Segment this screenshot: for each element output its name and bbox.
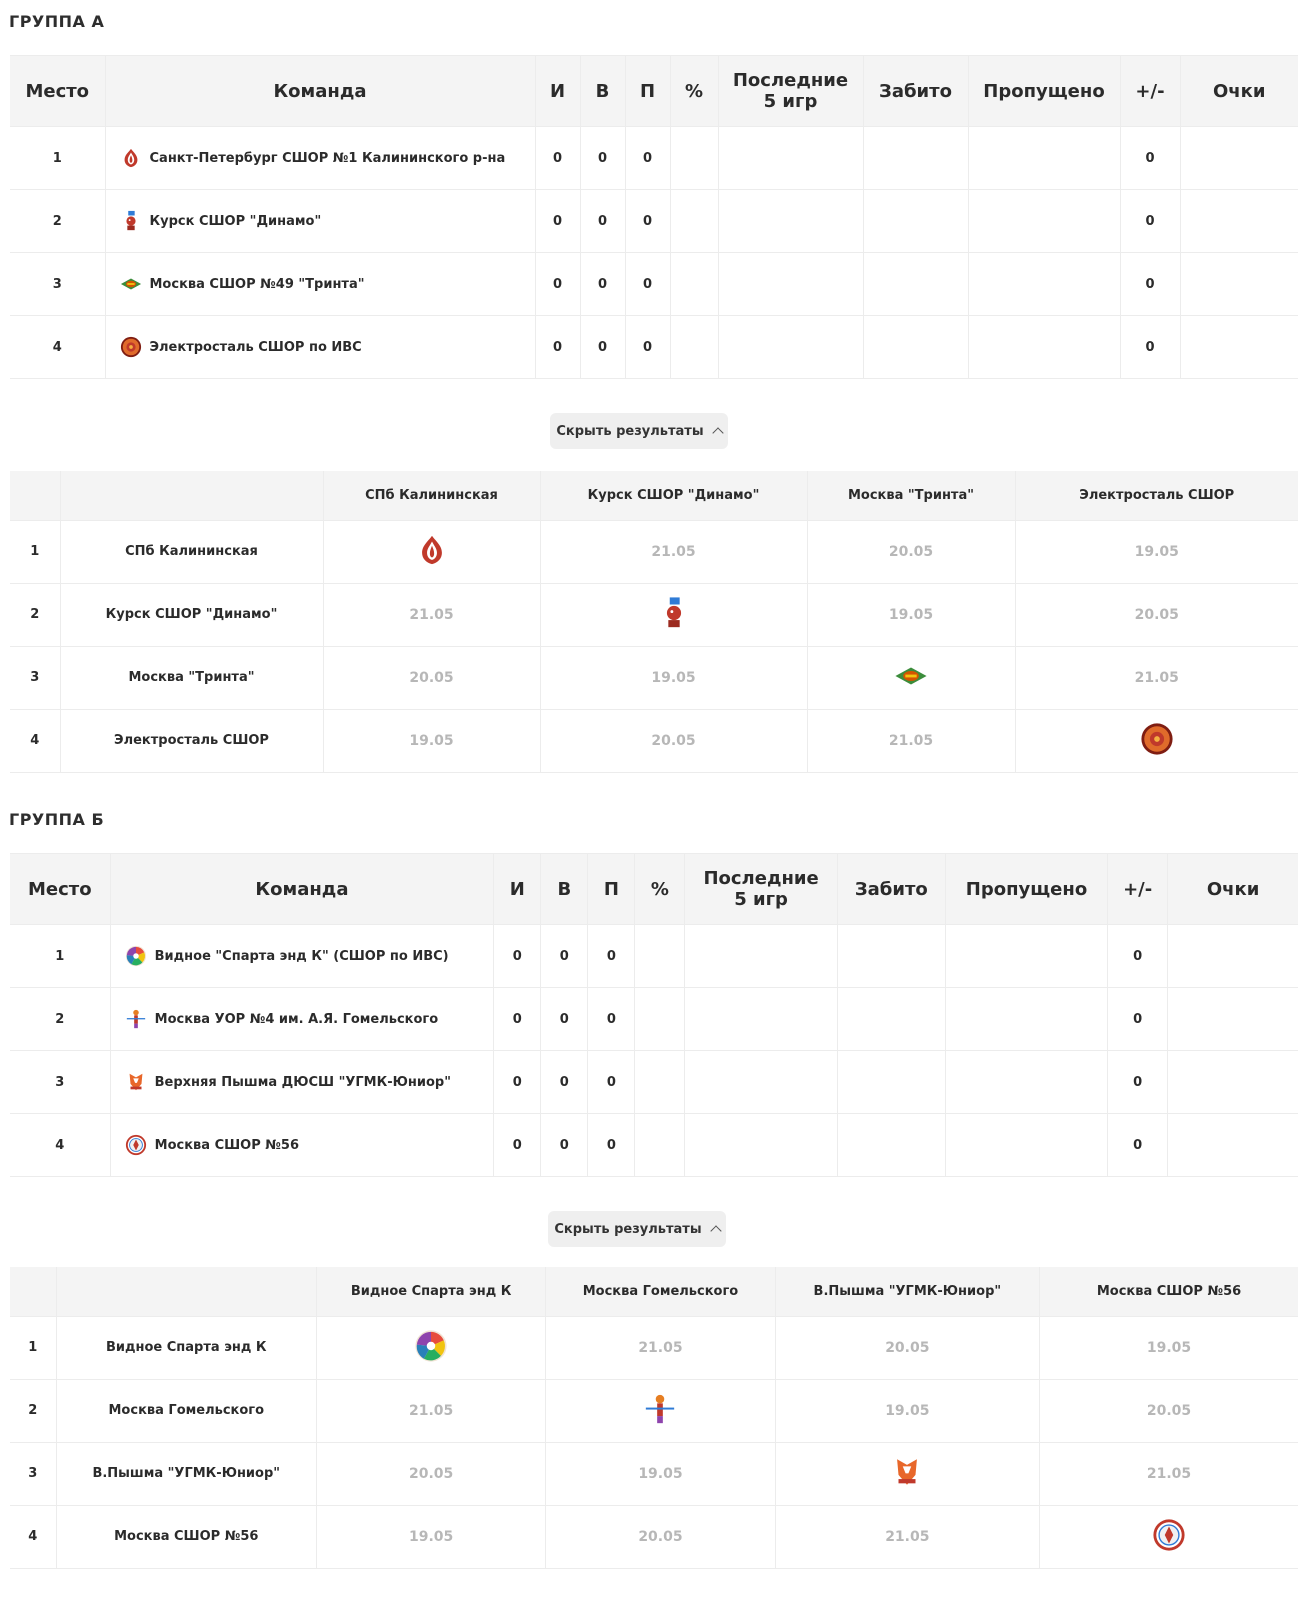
group-title: ГРУППА Б (9, 810, 105, 829)
results-row (10, 1442, 1298, 1505)
standings-table (10, 853, 1298, 1177)
results-date-cell[interactable]: 19.05 (323, 709, 540, 772)
row-losses: 0 (625, 316, 670, 379)
results-row (10, 583, 1298, 646)
ugmk-logo-icon (125, 1071, 147, 1093)
kursk-logo-icon (120, 210, 142, 232)
results-row-number: 1 (10, 520, 60, 583)
row-games: 0 (494, 988, 541, 1051)
results-block (10, 1267, 1298, 1569)
row-points (1180, 190, 1298, 253)
results-row-number: 1 (10, 1316, 56, 1379)
row-points (1168, 988, 1298, 1051)
header-percent[interactable]: % (635, 854, 685, 925)
results-diagonal-logo-cell (775, 1442, 1039, 1505)
row-games: 0 (535, 127, 580, 190)
results-date-cell[interactable]: 21.05 (1134, 669, 1179, 686)
header-team[interactable]: Команда (105, 56, 535, 127)
results-column-header[interactable]: Курск СШОР "Динамо" (540, 471, 807, 520)
results-row (10, 1379, 1298, 1442)
team-name-link[interactable]: Видное "Спарта энд К" (СШОР по ИВС) (154, 948, 449, 964)
row-percent (670, 190, 718, 253)
row-percent (635, 1114, 685, 1177)
results-date-cell[interactable]: 20.05 (1134, 606, 1179, 623)
row-losses: 0 (588, 1051, 635, 1114)
row-diff: 0 (1120, 127, 1180, 190)
results-row-team[interactable]: СПб Калининская (60, 520, 323, 583)
team-name-link[interactable]: Москва УОР №4 им. А.Я. Гомельского (154, 1011, 439, 1027)
row-team[interactable] (105, 316, 535, 379)
row-points (1168, 1114, 1298, 1177)
trinta-logo-icon (894, 659, 928, 693)
row-games: 0 (494, 1114, 541, 1177)
hide-results-label: Скрыть результаты (556, 423, 704, 439)
row-last5 (685, 988, 837, 1051)
results-row-team[interactable]: Электросталь СШОР (60, 709, 323, 772)
team-name-link[interactable]: Санкт-Петербург СШОР №1 Калининского р-на (149, 150, 506, 166)
row-team[interactable] (105, 127, 535, 190)
standings-row[interactable] (10, 1051, 1298, 1114)
row-place: 2 (10, 988, 110, 1051)
results-team-header (56, 1267, 316, 1316)
team-name-link[interactable]: Курск СШОР "Динамо" (149, 213, 322, 229)
results-column-header[interactable]: Москва Гомельского (546, 1267, 775, 1316)
row-percent (635, 925, 685, 988)
row-last5 (718, 316, 863, 379)
row-losses: 0 (588, 988, 635, 1051)
results-date-cell[interactable]: 19.05 (546, 1442, 775, 1505)
header-conceded[interactable]: Пропущено (968, 56, 1120, 127)
results-date-cell[interactable]: 20.05 (323, 646, 540, 709)
row-place: 3 (10, 253, 105, 316)
results-date-cell[interactable]: 20.05 (775, 1316, 1039, 1379)
row-percent (670, 127, 718, 190)
header-diff[interactable]: +/- (1120, 56, 1180, 127)
row-diff: 0 (1108, 925, 1168, 988)
spb-logo-icon (120, 147, 142, 169)
results-row-number: 2 (10, 1379, 56, 1442)
row-diff: 0 (1120, 316, 1180, 379)
team-name-link[interactable]: Электросталь СШОР по ИВС (149, 339, 362, 355)
results-column-header[interactable]: Электросталь СШОР (1079, 487, 1235, 503)
header-last5-line1: Последние (703, 868, 819, 889)
results-header-row (10, 471, 1298, 520)
team-name-link[interactable]: Москва СШОР №56 (154, 1137, 299, 1153)
row-losses: 0 (625, 253, 670, 316)
results-date-cell[interactable]: 21.05 (540, 520, 807, 583)
header-percent[interactable]: % (670, 56, 718, 127)
row-losses: 0 (588, 925, 635, 988)
row-wins: 0 (541, 1114, 588, 1177)
results-date-cell[interactable]: 19.05 (540, 646, 807, 709)
row-team[interactable] (110, 925, 494, 988)
row-diff: 0 (1120, 253, 1180, 316)
row-percent (635, 1051, 685, 1114)
group-title: ГРУППА А (9, 12, 105, 31)
toggle-area (10, 1177, 1298, 1278)
results-row (10, 709, 1298, 772)
team-cell[interactable] (120, 336, 535, 358)
header-last5-line2: 5 игр (763, 91, 818, 112)
sshor56-logo-icon (1152, 1518, 1186, 1552)
row-diff: 0 (1108, 1114, 1168, 1177)
standings-table (10, 55, 1298, 379)
results-row-team[interactable]: Москва Гомельского (56, 1379, 316, 1442)
team-name-link[interactable]: Москва СШОР №49 "Тринта" (149, 276, 365, 292)
results-row-team[interactable]: Видное Спарта энд К (56, 1316, 316, 1379)
header-place[interactable]: Место (10, 854, 110, 925)
results-diagonal-logo-cell (316, 1316, 545, 1379)
standings-row[interactable] (10, 127, 1298, 190)
row-place: 1 (10, 925, 110, 988)
header-points[interactable]: Очки (1213, 80, 1266, 102)
elektrostal-logo-icon (1140, 722, 1174, 756)
header-wins[interactable]: В (541, 854, 588, 925)
row-last5 (685, 1114, 837, 1177)
team-cell[interactable] (125, 1134, 494, 1156)
row-points (1168, 925, 1298, 988)
results-row-number: 3 (10, 1442, 56, 1505)
row-last5 (718, 253, 863, 316)
results-row-team[interactable]: Курск СШОР "Динамо" (60, 583, 323, 646)
results-diagonal-logo-cell (807, 646, 1015, 709)
team-name-link[interactable]: Верхняя Пышма ДЮСШ "УГМК-Юниор" (154, 1074, 451, 1090)
results-date-cell[interactable]: 20.05 (1146, 1402, 1192, 1419)
header-diff[interactable]: +/- (1108, 854, 1168, 925)
results-date-cell[interactable]: 20.05 (546, 1505, 775, 1568)
results-column-header[interactable]: Москва "Тринта" (807, 471, 1015, 520)
vidnoe-logo-icon (125, 945, 147, 967)
row-losses: 0 (588, 1114, 635, 1177)
hide-results-button[interactable] (548, 1211, 726, 1247)
results-date-cell[interactable]: 21.05 (807, 709, 1015, 772)
row-conceded (968, 316, 1120, 379)
team-cell[interactable] (120, 147, 535, 169)
results-row-number: 2 (10, 583, 60, 646)
results-date-cell[interactable]: 20.05 (540, 709, 807, 772)
hide-results-button[interactable] (550, 413, 728, 449)
row-percent (635, 988, 685, 1051)
results-date-cell[interactable]: 19.05 (807, 583, 1015, 646)
team-cell[interactable] (120, 210, 535, 232)
row-percent (670, 253, 718, 316)
row-conceded (945, 1114, 1107, 1177)
results-block (10, 471, 1298, 773)
row-games: 0 (535, 190, 580, 253)
team-cell[interactable] (125, 1071, 494, 1093)
header-losses[interactable]: П (588, 854, 635, 925)
gomelsky-logo-icon (643, 1392, 677, 1426)
team-cell[interactable] (125, 945, 494, 967)
results-row-team[interactable]: В.Пышма "УГМК-Юниор" (56, 1442, 316, 1505)
results-date-cell[interactable]: 19.05 (775, 1379, 1039, 1442)
row-wins: 0 (580, 316, 625, 379)
header-last5-line2: 5 игр (734, 889, 788, 910)
row-points (1180, 127, 1298, 190)
results-diagonal-logo-cell (540, 583, 807, 646)
results-row-number: 4 (10, 709, 60, 772)
results-date-cell[interactable]: 21.05 (316, 1379, 545, 1442)
chevron-up-icon (712, 427, 723, 438)
row-wins: 0 (541, 925, 588, 988)
results-team-header (60, 471, 323, 520)
row-team[interactable] (105, 190, 535, 253)
chevron-up-icon (710, 1225, 721, 1236)
row-wins: 0 (541, 988, 588, 1051)
header-scored[interactable]: Забито (837, 854, 945, 925)
standings-row[interactable] (10, 1114, 1298, 1177)
vidnoe-logo-icon (414, 1329, 448, 1363)
row-scored (863, 127, 968, 190)
row-scored (837, 988, 945, 1051)
standings-row[interactable] (10, 988, 1298, 1051)
row-points (1180, 316, 1298, 379)
header-scored[interactable]: Забито (863, 56, 968, 127)
results-table (10, 471, 1298, 773)
row-place: 2 (10, 190, 105, 253)
row-diff: 0 (1108, 988, 1168, 1051)
results-row (10, 1316, 1298, 1379)
results-date-cell[interactable]: 19.05 (1134, 543, 1179, 560)
results-column-header[interactable]: В.Пышма "УГМК-Юниор" (775, 1267, 1039, 1316)
row-games: 0 (535, 316, 580, 379)
row-last5 (718, 190, 863, 253)
row-games: 0 (494, 1051, 541, 1114)
standings-header-row (10, 56, 1298, 127)
results-row-number: 3 (10, 646, 60, 709)
row-scored (837, 1051, 945, 1114)
results-row (10, 646, 1298, 709)
header-losses[interactable]: П (625, 56, 670, 127)
elektrostal-logo-icon (120, 336, 142, 358)
header-conceded[interactable]: Пропущено (945, 854, 1107, 925)
row-games: 0 (535, 253, 580, 316)
trinta-logo-icon (120, 273, 142, 295)
header-last5[interactable] (685, 854, 837, 925)
row-scored (863, 190, 968, 253)
spb-logo-icon (415, 533, 449, 567)
header-last5[interactable] (718, 56, 863, 127)
row-wins: 0 (541, 1051, 588, 1114)
row-team[interactable] (110, 1114, 494, 1177)
results-diagonal-logo-cell (1015, 709, 1298, 772)
header-games[interactable]: И (494, 854, 541, 925)
results-row (10, 1505, 1298, 1568)
header-games[interactable]: И (535, 56, 580, 127)
row-scored (837, 925, 945, 988)
row-last5 (685, 1051, 837, 1114)
standings-row[interactable] (10, 316, 1298, 379)
results-row-team[interactable]: Москва СШОР №56 (56, 1505, 316, 1568)
row-conceded (968, 190, 1120, 253)
results-diagonal-logo-cell (546, 1379, 775, 1442)
standings-block (10, 853, 1298, 1278)
row-scored (837, 1114, 945, 1177)
row-last5 (685, 925, 837, 988)
ugmk-logo-icon (890, 1455, 924, 1489)
row-losses: 0 (625, 190, 670, 253)
results-date-cell[interactable]: 20.05 (807, 520, 1015, 583)
results-column-header[interactable]: Москва СШОР №56 (1096, 1283, 1242, 1299)
row-team[interactable] (110, 988, 494, 1051)
row-place: 4 (10, 316, 105, 379)
results-date-cell[interactable]: 21.05 (546, 1316, 775, 1379)
header-place[interactable]: Место (10, 56, 105, 127)
row-wins: 0 (580, 127, 625, 190)
kursk-logo-icon (657, 596, 691, 630)
results-date-cell[interactable]: 21.05 (323, 583, 540, 646)
row-wins: 0 (580, 253, 625, 316)
standings-row[interactable] (10, 925, 1298, 988)
row-conceded (945, 925, 1107, 988)
row-diff: 0 (1108, 1051, 1168, 1114)
row-conceded (945, 988, 1107, 1051)
header-last5-line1: Последние (732, 70, 849, 91)
row-diff: 0 (1120, 190, 1180, 253)
toggle-area (10, 379, 1298, 480)
hide-results-label: Скрыть результаты (554, 1221, 702, 1237)
results-table (10, 1267, 1298, 1569)
row-place: 3 (10, 1051, 110, 1114)
standings-header-row (10, 854, 1298, 925)
standings-row[interactable] (10, 190, 1298, 253)
row-place: 1 (10, 127, 105, 190)
results-row-team[interactable]: Москва "Тринта" (60, 646, 323, 709)
row-wins: 0 (580, 190, 625, 253)
results-corner (10, 471, 60, 520)
results-date-cell[interactable]: 19.05 (1146, 1339, 1192, 1356)
row-last5 (718, 127, 863, 190)
row-conceded (945, 1051, 1107, 1114)
sshor56-logo-icon (125, 1134, 147, 1156)
row-scored (863, 316, 968, 379)
results-row (10, 520, 1298, 583)
row-team[interactable] (110, 1051, 494, 1114)
results-date-cell[interactable]: 21.05 (775, 1505, 1039, 1568)
results-diagonal-logo-cell (323, 520, 540, 583)
results-date-cell[interactable]: 19.05 (316, 1505, 545, 1568)
row-points (1180, 253, 1298, 316)
row-place: 4 (10, 1114, 110, 1177)
row-points (1168, 1051, 1298, 1114)
row-games: 0 (494, 925, 541, 988)
standings-block (10, 55, 1298, 480)
team-cell[interactable] (120, 273, 535, 295)
results-date-cell[interactable]: 21.05 (1146, 1465, 1192, 1482)
results-diagonal-logo-cell (1040, 1505, 1298, 1568)
row-conceded (968, 253, 1120, 316)
standings-row[interactable] (10, 253, 1298, 316)
header-team[interactable]: Команда (110, 854, 494, 925)
results-corner (10, 1267, 56, 1316)
header-wins[interactable]: В (580, 56, 625, 127)
header-points[interactable]: Очки (1206, 878, 1260, 900)
row-team[interactable] (105, 253, 535, 316)
results-date-cell[interactable]: 20.05 (316, 1442, 545, 1505)
row-conceded (968, 127, 1120, 190)
row-percent (670, 316, 718, 379)
results-row-number: 4 (10, 1505, 56, 1568)
results-column-header[interactable]: СПб Калининская (323, 471, 540, 520)
results-column-header[interactable]: Видное Спарта энд К (316, 1267, 545, 1316)
team-cell[interactable] (125, 1008, 494, 1030)
gomelsky-logo-icon (125, 1008, 147, 1030)
row-scored (863, 253, 968, 316)
row-losses: 0 (625, 127, 670, 190)
results-header-row (10, 1267, 1298, 1316)
